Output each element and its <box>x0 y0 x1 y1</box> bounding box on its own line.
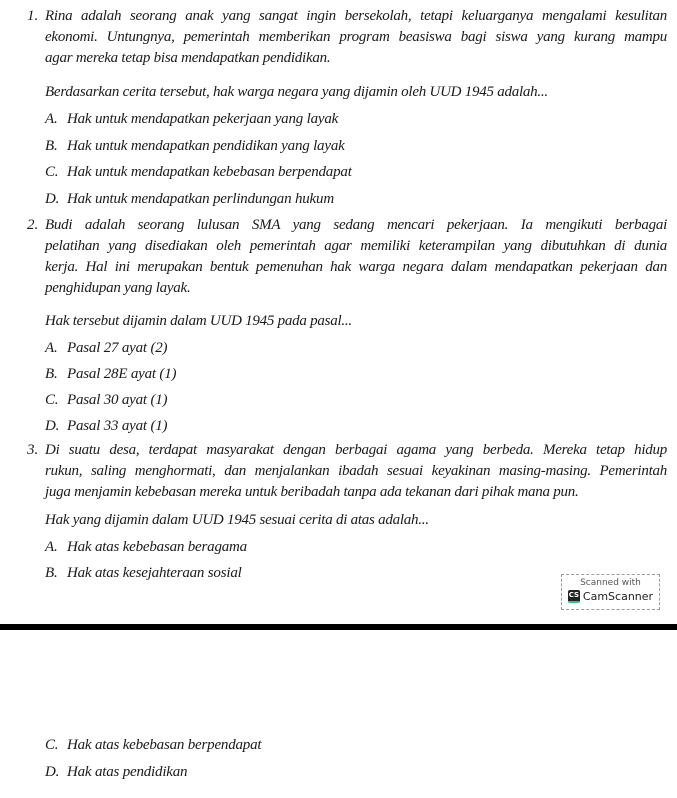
question-text-line: juga menjamin kebebasan mereka untuk beribadah tanpa ada tekanan dari pihak mana pun. <box>45 484 579 500</box>
option-text: Pasal 27 ayat (2) <box>67 340 168 356</box>
question-stem: Hak yang dijamin dalam UUD 1945 sesuai cerita di atas adalah... <box>45 512 429 528</box>
option-c <box>45 164 352 181</box>
option-a <box>45 539 247 556</box>
option-text: Pasal 30 ayat (1) <box>67 392 168 408</box>
option-letter: C. <box>45 392 59 408</box>
option-text: Hak untuk mendapatkan pekerjaan yang layak <box>67 111 339 127</box>
option-text: Hak atas kesejahteraan sosial <box>67 565 242 581</box>
question-number: 3. <box>27 442 39 458</box>
option-b <box>45 138 345 155</box>
camscanner-logo-icon: CS <box>568 590 580 603</box>
option-letter: D. <box>45 418 60 434</box>
option-text: Hak atas pendidikan <box>67 764 188 780</box>
option-text: Hak atas kebebasan beragama <box>67 539 247 555</box>
question-number: 2. <box>27 217 39 233</box>
option-c <box>45 737 261 754</box>
scanned-with-label: Scanned with <box>580 578 641 588</box>
option-b <box>45 366 176 383</box>
camscanner-watermark <box>561 574 660 610</box>
question-text-line: rukun, saling menghormati, dan menjalankan ibadah sesuai keyakinan masing-masing. Pemerintah <box>45 463 667 479</box>
option-c <box>45 392 167 409</box>
option-letter: A. <box>45 539 58 555</box>
question-stem: Hak tersebut dijamin dalam UUD 1945 pada pasal... <box>45 313 352 329</box>
option-letter: A. <box>45 340 58 356</box>
question-text-line: Budi adalah seorang lulusan SMA yang sedang mencari pekerjaan. Ia mengikuti berbagai <box>45 217 667 233</box>
option-text: Hak untuk mendapatkan pendidikan yang layak <box>67 138 345 154</box>
camscanner-brand: CamScanner <box>582 590 654 603</box>
option-letter: C. <box>45 164 59 180</box>
question-text-line: pelatihan yang disediakan oleh pemerintah agar memiliki keterampilan yang dibutuhkan di dunia <box>45 238 667 254</box>
question-text-line: ekonomi. Untungnya, pemerintah memberikan program beasiswa bagi siswa yang kurang mampu <box>45 29 667 45</box>
option-letter: B. <box>45 366 58 382</box>
option-text: Pasal 33 ayat (1) <box>67 418 168 434</box>
question-text-line: kerja. Hal ini merupakan bentuk pemenuhan hak warga negara dalam mendapatkan pekerjaan dan <box>45 259 667 275</box>
option-letter: D. <box>45 191 60 207</box>
question-text-line: agar mereka tetap bisa mendapatkan pendidikan. <box>45 50 331 66</box>
option-letter: D. <box>45 764 60 780</box>
option-a <box>45 111 338 128</box>
option-text: Hak untuk mendapatkan perlindungan hukum <box>67 191 334 207</box>
question-number: 1. <box>27 8 39 24</box>
option-text: Hak untuk mendapatkan kebebasan berpendapat <box>67 164 352 180</box>
option-text: Hak atas kebebasan berpendapat <box>67 737 262 753</box>
question-text-line: penghidupan yang layak. <box>45 280 191 296</box>
question-stem: Berdasarkan cerita tersebut, hak warga negara yang dijamin oleh UUD 1945 adalah... <box>45 84 548 100</box>
option-b <box>45 565 242 582</box>
question-text-line: Rina adalah seorang anak yang sangat ingin bersekolah, tetapi keluarganya mengalami kesulitan <box>45 8 667 24</box>
option-letter: A. <box>45 111 58 127</box>
option-a <box>45 340 167 357</box>
option-letter: B. <box>45 138 58 154</box>
question-text-line: Di suatu desa, terdapat masyarakat dengan berbagai agama yang berbeda. Mereka tetap hidup <box>45 442 667 458</box>
option-letter: C. <box>45 737 59 753</box>
option-d <box>45 764 187 781</box>
option-letter: B. <box>45 565 58 581</box>
page-divider <box>0 624 677 630</box>
option-text: Pasal 28E ayat (1) <box>67 366 177 382</box>
option-d <box>45 191 334 208</box>
option-d <box>45 418 167 435</box>
